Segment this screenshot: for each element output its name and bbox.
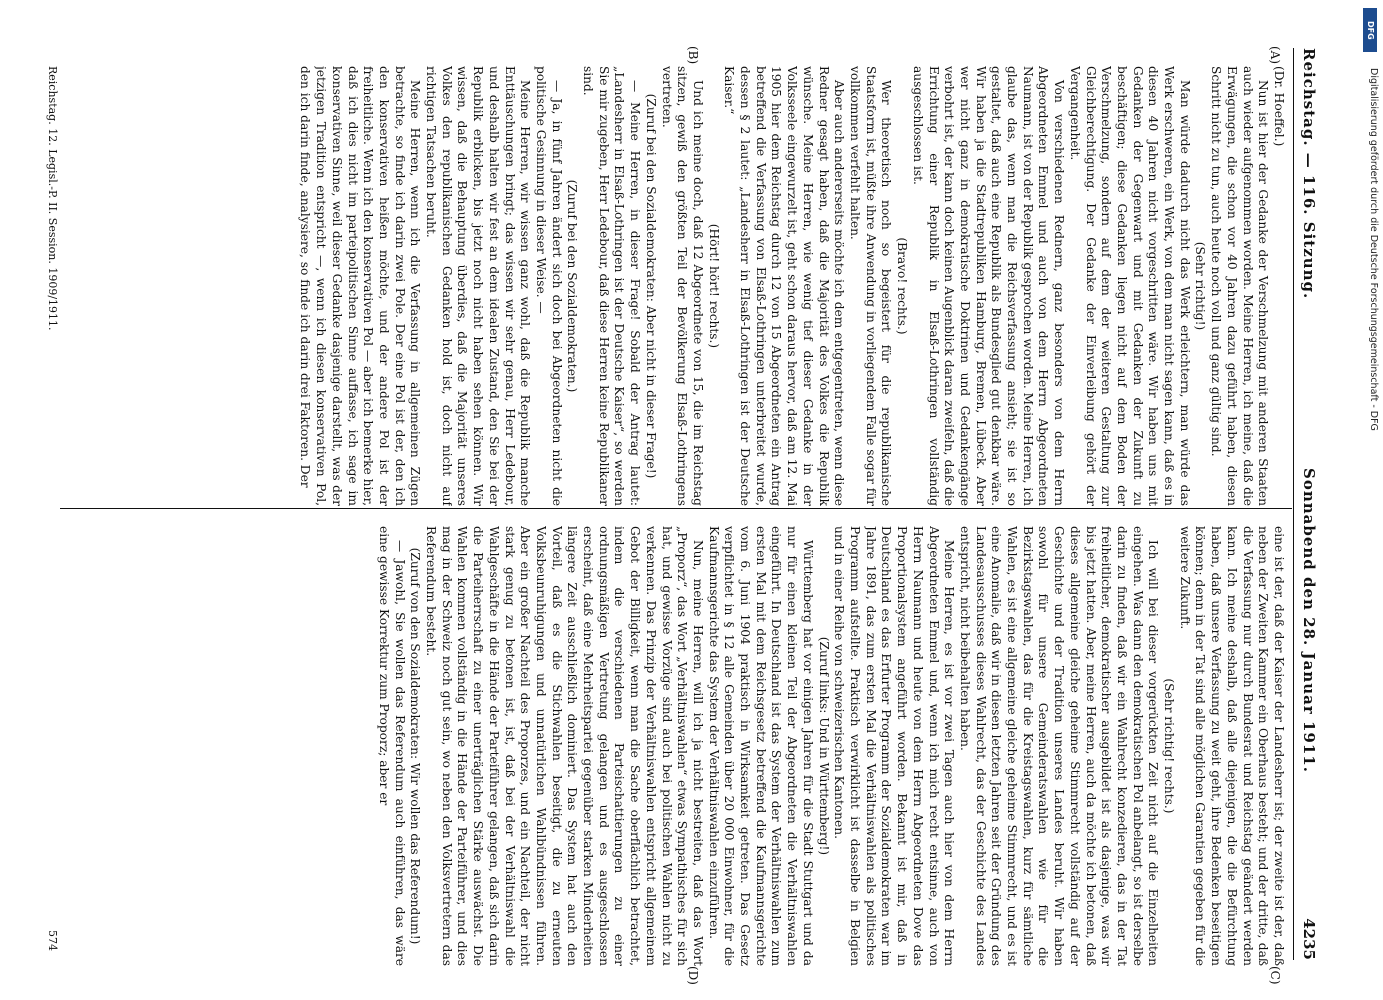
paragraph: Von verschiedenen Rednern, ganz besonders von dem Herrn Abgeordneten Emmel und auch von dem Herrn Abgeordneten Naumann, ist von der Republik gesprochen worden. Meine Herren, ich glaube das, wenn man die Reichsverfassung ansieht; sie ist so gestaltet, daß auch eine Republik als Bundesglied gut denkbar wäre. Wir haben ja die Stadtrepubliken Hamburg, Bremen, Lübeck. Aber wer nicht ganz in demokratische Doktrinen und Gedankengänge verbohrt ist, der kann doch keinen Augenblick daran zweifeln, daß die Errichtung einer Republik in Elsaß-Lothringen vollständig ausgeschlossen ist. xyxy=(910,66,1067,506)
paragraph: Ich will bei dieser vorgerückten Zeit nicht auf die Einzelheiten eingehen. Was dann den demokratischen Pol anbelangt, so ist derselbe darin zu finden, daß wir ein Wahlrecht konzedieren, das in der Tat freiheitlicher, demokratischer ausgebildet ist als dasjenige, was wir bis jetzt hatten. Aber, meine Herren, auch da möchte ich betonen, daß dieses allgemeine gleiche geheime Stimmrecht vollständig auf der Geschichte und der Tradition unseres Landes beruht. Wir haben sowohl für unsere Gemeinderatswahlen wie für die Bezirkstagswahlen, das für die Kreistagswahlen, kurz für sämtliche Wahlen, es ist eine allgemeine gleiche geheime Stimmrecht, und es ist eine Anomalie, daß wir in diesen letzten Jahren seit der Gründung des Landesausschusses dieses Wahlrecht, das der Geschichte des Landes entspricht, nicht beibehalten haben. xyxy=(957,526,1161,966)
paragraph: — Meine Herren, in dieser Frage! Sobald der Antrag lautet: „Landesherr in Elsaß-Lothringen ist der Deutsche Kaiser“, so werden Sie mir zugeben, Herr Ledebour, daß diese Herren keine Republikaner sind. xyxy=(581,66,643,506)
paragraph: Meine Herren, wenn ich die Verfassung in allgemeinen Zügen betrachte, so finde ich darin zwei Pole. Der eine Pol ist der, den ich den konservativen heißen möchte, und der andere Pol ist der freiheitliche. Wenn ich den konservativen Pol — aber ich bemerke hier, daß ich dies nicht im parteipolitischen Sinne auffasse, ich sage im konservativen Sinne, weil dieser Gedanke dasjenige darstellt, was der jetzigen Tradition entspricht —, wenn ich diesen konservativen Pol, den ich darin finde, analysiere, so finde ich darin drei Faktoren. Der xyxy=(298,66,423,506)
interjection: (Sehr richtig!) xyxy=(1193,241,1208,331)
right-text-column xyxy=(64,526,1286,966)
left-text-column xyxy=(64,66,1286,506)
interjection: (Zuruf von den Sozialdemokraten: Wir wollen das Referendum!) xyxy=(408,547,423,945)
header-page-number: 4235 xyxy=(1300,918,1318,960)
paragraph: Und ich meine doch, daß 12 Abgeordnete von 15, die im Reichstag sitzen, gewiß den größten Teil der Bevölkerung Elsaß-Lothringens vertreten. xyxy=(659,66,705,506)
header-session: Reichstag. — 116. Sitzung. xyxy=(1300,48,1318,300)
interjection: (Zuruf bei den Sozialdemokraten.) xyxy=(565,179,580,393)
footer-reference: Reichstag. 12. Legisl.-P. II. Session. 1909/1911. xyxy=(46,66,59,331)
interjection: (Zuruf bei den Sozialdemokraten: Aber nicht in dieser Frage!) xyxy=(643,93,658,479)
dfg-logo: DFG xyxy=(1363,8,1377,52)
page-header xyxy=(1296,48,1322,960)
paragraph: — Ja, in fünf Jahren ändert sich doch bei Abgeordneten nicht die politische Gesinnung in dieser Weise. — xyxy=(533,66,564,506)
margin-mark-a: (A) xyxy=(1268,46,1282,65)
margin-mark-d: (D) xyxy=(686,966,700,985)
digitization-credit: Digitalisierung gefördert durch die Deutsche Forschungsgemeinschaft - DFG xyxy=(1368,68,1379,431)
column-divider xyxy=(60,508,1292,509)
paragraph: Nun ist hier der Gedanke der Verschmelzung mit anderen Staaten auch wieder aufgenommen worden. Meine Herren, ich meine, daß die Erwägungen, die schon vor 40 Jahren dazu geführt haben, diesen Schritt nicht zu tun, auch heute noch voll und ganz gültig sind. xyxy=(1209,66,1271,506)
paragraph: Aber auch andererseits möchte ich dem entgegentreten, wenn diese Redner gesagt haben, daß die Majorität des Volkes die Republik wünsche. Meine Herren, wie wenig tief dieser Gedanke in der Volksseele eingewurzelt ist, geht schon daraus hervor, daß am 12. Mai 1905 hier dem Reichstag durch 12 von 15 Abgeordneten ein Antrag betreffend die Verfassung von Elsaß-Lothringen unterbreitet wurde, dessen § 2 lautet: „Landesherr in Elsaß-Lothringen ist der Deutsche Kaiser.“ xyxy=(722,66,847,506)
paragraph: (Dr. Hoeffel.) xyxy=(1272,66,1286,147)
paragraph: Württemberg hat vor einigen Jahren für die Stadt Stuttgart und da nur für einen kleinen Teil der Abgeordneten die Verhältniswahlen eingeführt. In Deutschland ist das System der Verhältniswahlen zum ersten Mal mit dem Reichsgesetz betreffend die Kaufmannsgerichte vom 6. Juni 1904 praktisch in Wirksamkeit getreten. Das Gesetz verpflichtet in § 12 alle Gemeinden über 20 000 Einwohner, für die Kaufmannsgerichte das System der Verhältniswahlen einzuführen. xyxy=(706,526,815,966)
header-rule xyxy=(1293,48,1294,960)
paragraph: Meine Herren, es ist vor zwei Tagen auch hier von dem Herrn Abgeordneten Emmel und, wenn ich mich recht entsinne, auch von Herrn Naumann und heute von dem Herrn Abgeordneten Dove das Proportionalsystem angeführt worden. Bekannt ist mir, daß in Deutschland es das Erfurter Programm der Sozialdemokraten war im Jahre 1891, das zum ersten Mal die Verhältniswahlen als politisches Programm aufstellte. Praktisch verwirklicht ist dasselbe in Belgien und in einer Reihe von schweizerischen Kantonen. xyxy=(832,526,957,966)
paragraph: eine ist der, daß der Kaiser der Landesherr ist; der zweite ist der, daß neben der Zweiten Kammer ein Oberhaus besteht; und der dritte, daß die Verfassung nur durch Bundesrat und Reichstag geändert werden kann. Ich meine deshalb, daß alle diejenigen, die die Befürchtung haben, daß unsere Verfassung zu weit geht, ihre Bedenken beseitigen können; denn in der Tat sind alle möglichen Garantien gegeben für die weitere Zukunft. xyxy=(1177,526,1286,966)
interjection: (Zuruf links: Und in Württemberg!) xyxy=(816,636,831,856)
footer-sheet-number: 574 xyxy=(46,930,59,951)
header-date: Sonnabend den 28. Januar 1911. xyxy=(1300,468,1318,773)
paragraph: Nun, meine Herren, will ich ja nicht bestreiten, daß das Wort „Proporz“, das Wort „Verhältniswahlen“ etwas Sympathisches für sich hat, und gewisse Vorzüge sind auch bei politischen Wahlen nicht zu verkennen. Das Prinzip der Verhältniswahlen entspricht allgemeinem Gebot der Billigkeit, wenn man die Sache oberflächlich betrachtet, indem die verschiedenen Parteischattierungen zu einer ordnungsmäßigen Vertretung gelangen und es ausgeschlossen erscheint, daß eine Mehrheitspartei gegenüber starken Minderheiten längere Zeit ausschließlich dominiert. Das System hat auch den Vorteil, daß es die Stichwahlen beseitigt, die zu erneuten Volksbeunruhigungen und unnatürlichen Wahlbündnissen führen. Aber ein großer Nachteil des Proporzes, und ein Nachteil, der nicht stark genug zu betonen ist, ist, daß bei der Verhältniswahl die Wahlgeschäfte in die Hände der Parteiführer gelangen, daß sich darin die Parteiherrschaft zu einer unerträglichen Stärke auswächst. Die Wahlen kommen vollständig in die Hände der Parteiführer, und dies mag in der Schweiz noch gut sein, wo neben den Volksvertretern das Referendum besteht. xyxy=(424,526,705,966)
paragraph: Wer theoretisch noch so begeistert für die republikanische Staatsform ist, müßte ihre Anwendung in vorliegendem Falle sogar für vollkommen verfehlt halten. xyxy=(848,66,894,506)
paragraph: Meine Herren, wir wissen ganz wohl, daß die Republik manche Enttäuschungen bringt; das wissen wir sehr genau, Herr Ledebour, und deshalb halten wir fest an dem idealen Zustand, den Sie bei der Republik erblicken, bis jetzt noch nicht haben sehen können. Wir wissen, daß die Behauptung überdies, daß die Majorität unseres Volkes den republikanischen Gedanken hold ist, doch nicht auf richtigen Tatsachen beruht. xyxy=(424,66,533,506)
digitization-note xyxy=(1355,8,1379,993)
interjection: (Sehr richtig! rechts.) xyxy=(1162,678,1177,814)
paragraph: — Jawohl, Sie wollen das Referendum auch einführen, das wäre eine gewisse Korrektur zum Proporz; aber er xyxy=(376,526,407,966)
paragraph: Man würde dadurch nicht das Werk erleichtern, man würde das Werk erschweren, ein Werk, von dem man nicht sagen kann, daß es in diesen 40 Jahren nicht vorgeschritten wäre. Wir haben uns mit Gedanken der Gegenwart und mit Gedanken der Zukunft zu beschäftigen; diese Gedanken liegen nicht auf dem Boden der Verschmelzung, sondern auf dem der weiteren Gestaltung zur Gleichberechtigung. Der Gedanke der Einverleibung gehört der Vergangenheit. xyxy=(1067,66,1192,506)
interjection: (Hört! hört! rechts.) xyxy=(706,223,721,349)
margin-mark-b: (B) xyxy=(686,46,700,65)
margin-mark-c: (C) xyxy=(1268,966,1282,985)
interjection: (Bravo! rechts.) xyxy=(895,237,910,335)
